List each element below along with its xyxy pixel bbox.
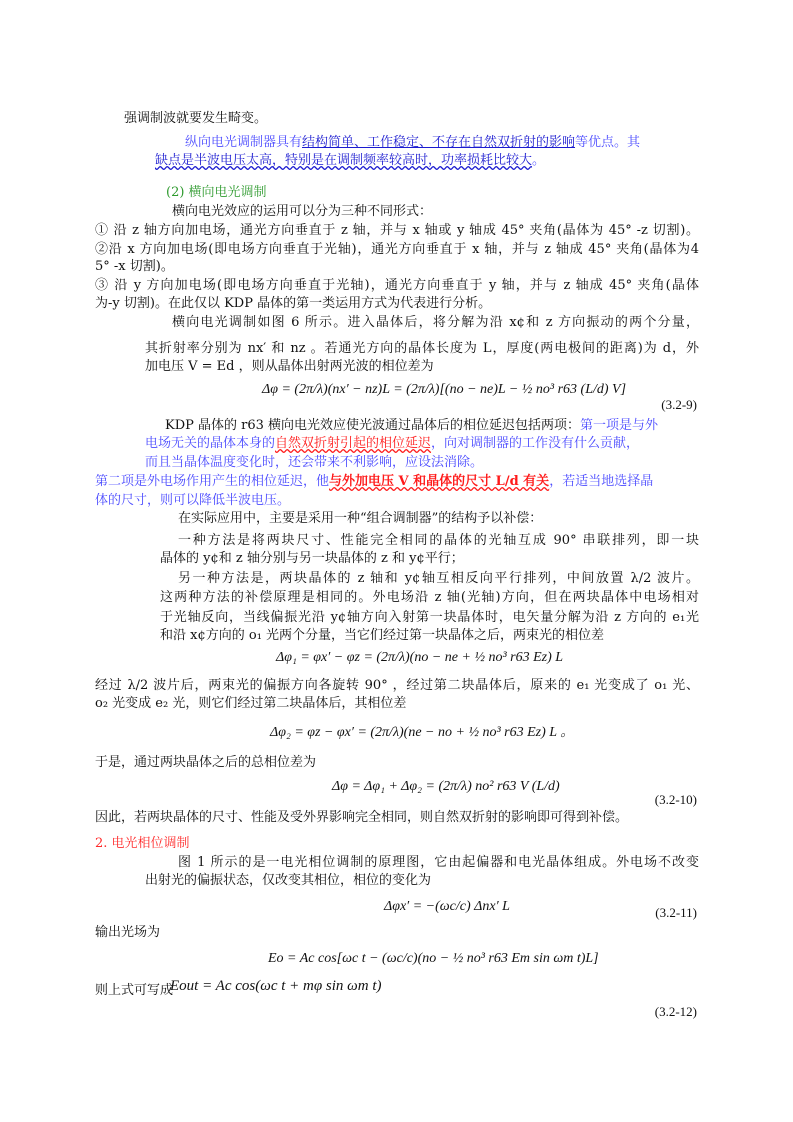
text-line: o₂ 光变成 e₂ 光，则它们经过第二块晶体后，其相位差 bbox=[95, 696, 407, 711]
text-line bbox=[155, 152, 545, 169]
highlight-text: 与外加电压 V 和晶体的尺寸 L/d 有关 bbox=[329, 474, 550, 489]
text-line bbox=[95, 473, 653, 490]
text-line: 为-y 切割)。在此仅以 KDP 晶体的第一类运用方式为代表进行分析。 bbox=[95, 296, 492, 311]
text-line: 一种方法是将两块尺寸、性能完全相同的晶体的光轴互成 90° 串联排列，即一块 bbox=[178, 533, 699, 548]
text-line: 图 1 所示的是一电光相位调制的原理图，它由起偏器和电光晶体组成。外电场不改变 bbox=[178, 855, 699, 870]
highlight-text: 自然双折射引起的相位延迟 bbox=[275, 436, 432, 451]
equation: Δφ = (2π/λ)(nx′ − nz)L = (2π/λ)[(no − ne)L − ½ no³ r63 (L/d) V] bbox=[262, 382, 627, 397]
text-line: 在实际应用中，主要是采用一种“组合调制器”的结构予以补偿： bbox=[178, 511, 543, 526]
text: ，若适当地选择晶 bbox=[549, 474, 654, 489]
equation: Δφ₁ = φx′ − φz = (2π/λ)(no − ne + ½ no³ r63 Ez) L bbox=[276, 650, 564, 665]
text-line: 经过 λ/2 波片后，两束光的偏振方向各旋转 90° ，经过第二块晶体后，原来的 e₁ 光变成了 o₁ 光、 bbox=[95, 678, 699, 693]
section-heading: 2. 电光相位调制 bbox=[95, 836, 190, 851]
highlight-text: 结构简单、工作稳定、不存在自然双折射的影响 bbox=[302, 135, 576, 150]
text-line: 而且当晶体温度变化时，还会带来不利影响，应设法消除。 bbox=[145, 455, 484, 470]
section-heading: (2) 横向电光调制 bbox=[166, 185, 267, 200]
text-line: 5° -x 切割)。 bbox=[95, 259, 174, 274]
text: 第一项是与外 bbox=[580, 418, 659, 433]
equation: Eo = Ac cos[ωc t − (ωc/c)(no − ½ no³ r63 Em sin ωm t)L] bbox=[268, 951, 599, 966]
equation-number: (3.2-11) bbox=[655, 905, 697, 920]
text-line bbox=[165, 417, 658, 434]
text: 电场无关的晶体本身的 bbox=[145, 436, 276, 451]
text-line: 晶体的 y¢和 z 轴分别与另一块晶体的 z 和 y¢平行； bbox=[160, 551, 464, 566]
text-line: 于光轴反向，当线偏振光沿 y¢轴方向入射第一块晶体时，电矢量分解为沿 z 方向的 e₁光 bbox=[160, 610, 699, 625]
equation: Δφ = Δφ₁ + Δφ₂ = (2π/λ) no² r63 V (L/d) bbox=[332, 779, 560, 794]
equation-number: (3.2-9) bbox=[661, 397, 697, 412]
text: ，向对调制器的工作没有什么贡献， bbox=[431, 436, 640, 451]
equation-number: (3.2-12) bbox=[654, 1004, 697, 1019]
text-line bbox=[185, 134, 640, 151]
text: 第二项是外电场作用产生的相位延迟，他 bbox=[95, 474, 330, 489]
equation-number: (3.2-10) bbox=[654, 792, 697, 807]
text-line: 其折射率分别为 nx′ 和 nz 。若通光方向的晶体长度为 L，厚度(两电极间的距离)为 d，外 bbox=[145, 341, 699, 356]
text-line: 横向电光调制如图 6 所示。进入晶体后，将分解为沿 x¢和 z 方向振动的两个分量， bbox=[172, 315, 699, 330]
text-line: 因此，若两块晶体的尺寸、性能及受外界影响完全相同，则自然双折射的影响即可得到补偿。 bbox=[95, 810, 629, 825]
text-line: 和沿 x¢方向的 o₁ 光两个分量，当它们经过第一块晶体之后，两束光的相位差 bbox=[160, 628, 605, 643]
text-line: 横向电光效应的运用可以分为三种不同形式： bbox=[172, 204, 433, 219]
text-line: ③ 沿 y 方向加电场(即电场方向垂直于光轴)，通光方向垂直于 y 轴，并与 z 轴成 45° 夹角(晶体 bbox=[95, 278, 699, 293]
text-line: 输出光场为 bbox=[95, 925, 161, 940]
text: 。 bbox=[532, 153, 546, 168]
text-line: ②沿 x 方向加电场(即电场方向垂直于光轴)，通光方向垂直于 x 轴，并与 z 轴成 45° 夹角(晶体为4 bbox=[95, 242, 699, 257]
text-line: 加电压 V = Ed ，则从晶体出射两光波的相位差为 bbox=[145, 359, 434, 374]
text: 纵向电光调制器具有 bbox=[185, 135, 303, 150]
text: KDP 晶体的 r63 横向电光效应使光波通过晶体后的相位延迟包括两项： bbox=[165, 418, 581, 433]
text-line: ① 沿 z 轴方向加电场，通光方向垂直于 z 轴，并与 x 轴或 y 轴成 45° 夹角(晶体为 45° -z 切割)。 bbox=[95, 223, 699, 238]
text-line: 这两种方法的补偿原理是相同的。外电场沿 z 轴(光轴)方向，但在两块晶体中电场相对 bbox=[160, 590, 699, 605]
equation: Δφx′ = −(ωc/c) Δnx′ L bbox=[384, 899, 510, 914]
text-line: 体的尺寸，则可以降低半波电压。 bbox=[95, 493, 291, 508]
text-line: 则上式可写成 bbox=[95, 983, 174, 998]
equation: Eout = Ac cos(ωc t + mφ sin ωm t) bbox=[170, 978, 382, 994]
highlight-text: 缺点是半波电压太高，特别是在调制频率较高时，功率损耗比较大 bbox=[155, 153, 533, 168]
equation: Δφ₂ = φz − φx′ = (2π/λ)(ne − no + ½ no³ r63 Ez) L 。 bbox=[270, 725, 575, 740]
text-line bbox=[145, 435, 639, 452]
text-line: 另一种方法是，两块晶体的 z 轴和 y¢轴互相反向平行排列，中间放置 λ/2 波片。 bbox=[178, 571, 699, 586]
text: 等优点。其 bbox=[575, 135, 641, 150]
text-line: 强调制波就要发生畸变。 bbox=[124, 111, 268, 126]
text-line: 出射光的偏振状态，仅改变其相位，相位的变化为 bbox=[145, 873, 432, 888]
text-line: 于是，通过两块晶体之后的总相位差为 bbox=[95, 755, 317, 770]
